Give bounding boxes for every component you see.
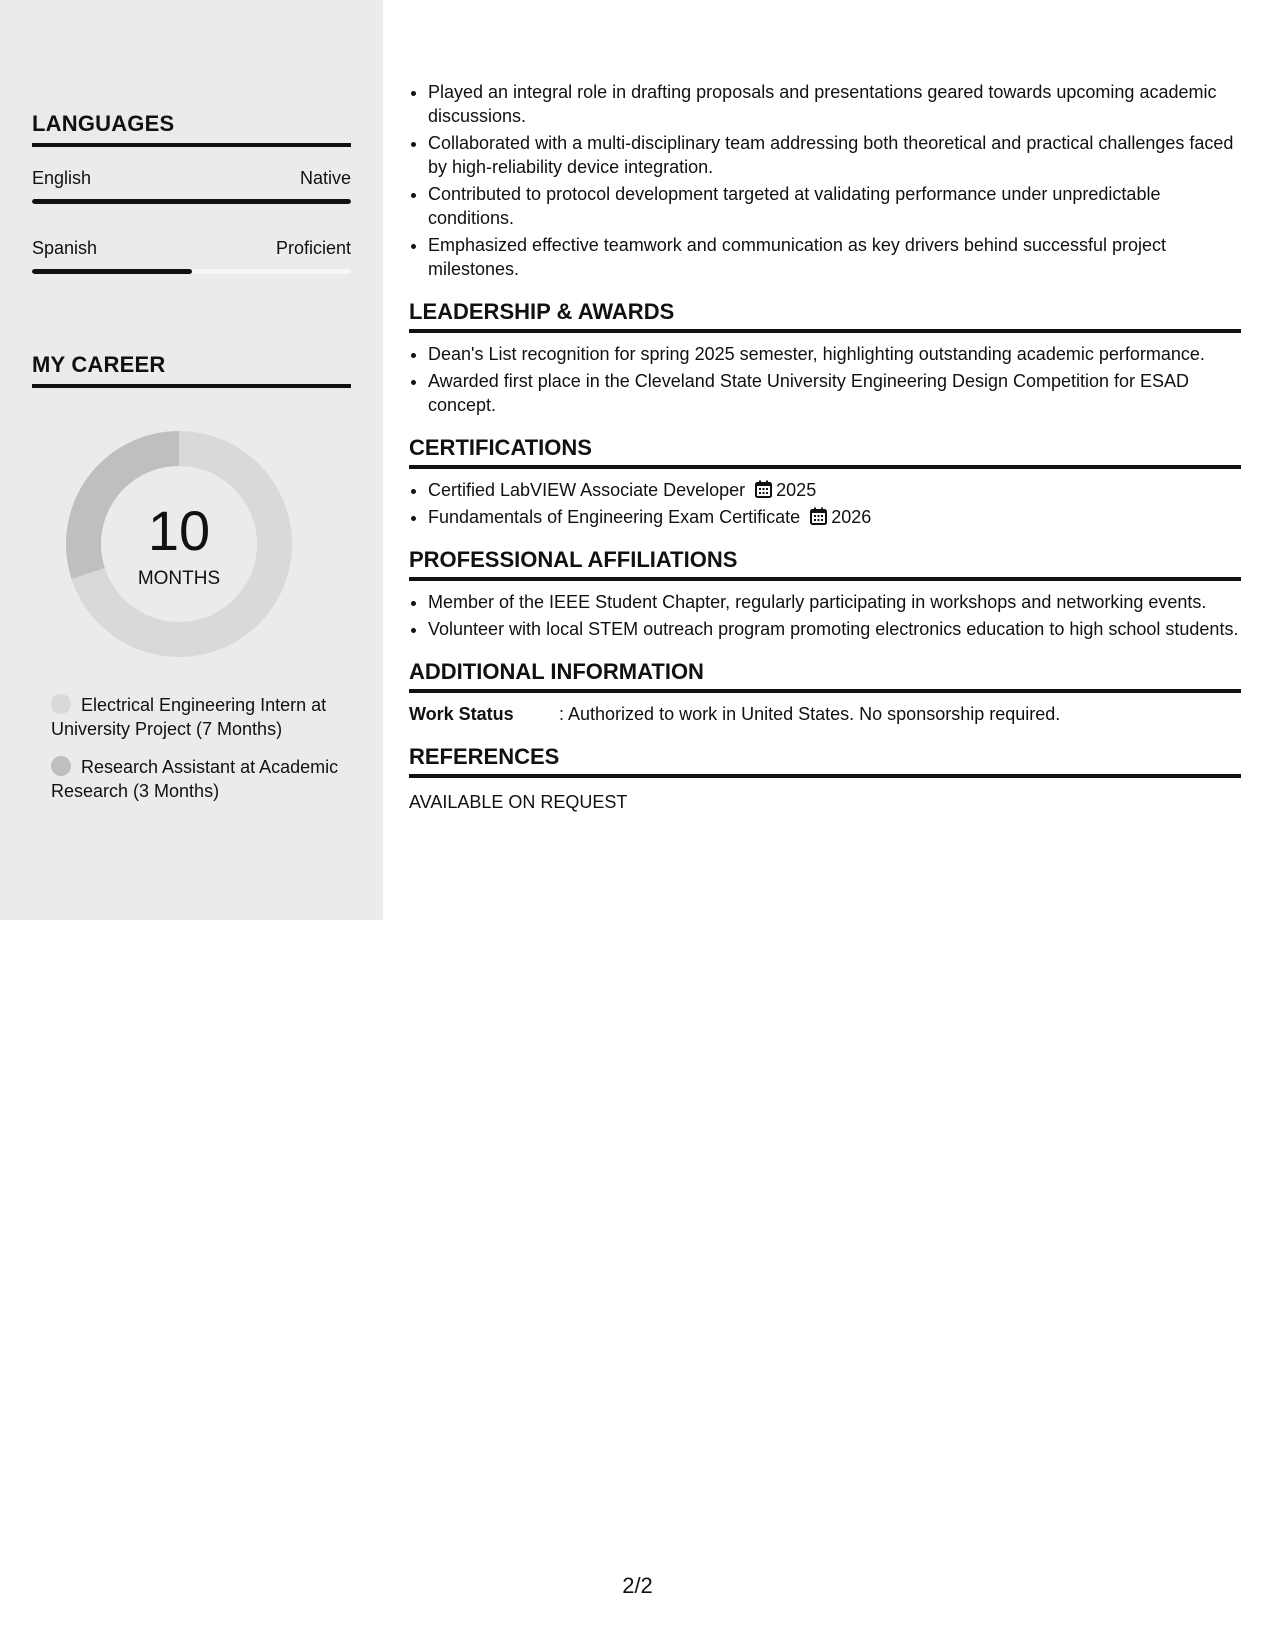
list-item: • Member of the IEEE Student Chapter, regularly participating in workshops and networking events. (428, 590, 1241, 614)
career-total-value: 10 (147, 499, 211, 562)
career-legend-label: Research Assistant at Academic Research (3 Months) (51, 757, 339, 801)
certification-name: Fundamentals of Engineering Exam Certificate (428, 507, 801, 527)
list-item: • Played an integral role in drafting proposals and presentations geared towards upcoming academic discussions. (428, 80, 1241, 128)
certification-name: Certified LabVIEW Associate Developer (428, 480, 746, 500)
language-proficiency-bar (32, 199, 351, 204)
work-status-row (409, 702, 1241, 726)
legend-dot-icon (51, 756, 71, 776)
experience-bullets (409, 80, 1241, 281)
legend-dot-icon (51, 694, 71, 714)
affiliations-list (409, 590, 1241, 641)
list-item (428, 505, 1241, 529)
list-item: • Contributed to protocol development targeted at validating performance under unpredictable conditions. (428, 182, 1241, 230)
career-total-unit: MONTHS (137, 568, 221, 589)
work-status-label: Work Status (409, 704, 514, 724)
list-item: • Collaborated with a multi-disciplinary team addressing both theoretical and practical challenges faced by high-reliability device integration. (428, 131, 1241, 179)
career-legend-item (51, 693, 341, 741)
language-proficiency-bar (32, 269, 351, 274)
list-item: • Dean's List recognition for spring 2025 semester, highlighting outstanding academic performance. (428, 342, 1241, 366)
work-status-value: : Authorized to work in United States. No sponsorship required. (559, 704, 1061, 724)
affiliations-title: PROFESSIONAL AFFILIATIONS (409, 547, 1241, 581)
career-legend-item (51, 755, 341, 803)
additional-info-title: ADDITIONAL INFORMATION (409, 659, 1241, 693)
sidebar (0, 0, 383, 920)
leadership-list (409, 342, 1241, 417)
list-item: • Emphasized effective teamwork and communication as key drivers behind successful project milestones. (428, 233, 1241, 281)
calendar-icon (755, 480, 772, 498)
languages-title: LANGUAGES (32, 111, 351, 147)
page-number: 2/2 (622, 1573, 653, 1598)
career-donut-chart (66, 431, 292, 657)
language-proficiency-fill (32, 199, 351, 204)
references-title: REFERENCES (409, 744, 1241, 778)
list-item: • Awarded first place in the Cleveland State University Engineering Design Competition for ESAD concept. (428, 369, 1241, 417)
leadership-title: LEADERSHIP & AWARDS (409, 299, 1241, 333)
language-level: Native (299, 168, 351, 188)
career-title: MY CAREER (32, 352, 351, 388)
certifications-title: CERTIFICATIONS (409, 435, 1241, 469)
certifications-list (409, 478, 1241, 529)
certification-year: 2026 (831, 507, 872, 527)
language-level: Proficient (275, 238, 351, 258)
references-text: AVAILABLE ON REQUEST (409, 792, 628, 812)
language-name: Spanish (32, 238, 98, 258)
language-proficiency-fill (32, 269, 192, 274)
certification-year: 2025 (776, 480, 817, 500)
career-legend-label: Electrical Engineering Intern at University Project (7 Months) (51, 695, 327, 739)
language-name: English (32, 168, 92, 188)
calendar-icon (810, 507, 827, 525)
list-item: • Volunteer with local STEM outreach program promoting electronics education to high school students. (428, 617, 1241, 641)
list-item (428, 478, 1241, 502)
main-content (409, 80, 1241, 814)
